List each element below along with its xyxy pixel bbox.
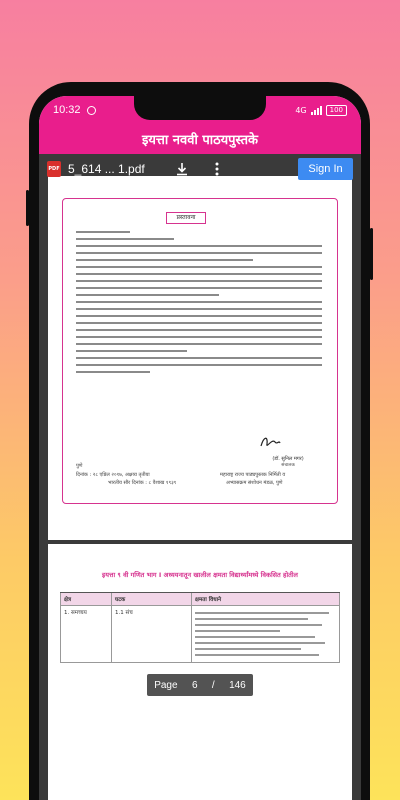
section-title: इयत्ता ९ वी गणित भाग I अध्ययनातून खालील क्षमता विद्यार्थ्यांमध्ये विकसित होतील <box>102 571 298 579</box>
column-header: क्षेत्र <box>60 593 112 605</box>
more-vertical-icon[interactable] <box>215 162 219 176</box>
status-time: 10:32 <box>53 104 81 116</box>
table-cell-area: 1. समच्चय <box>60 606 112 662</box>
viewer-toolbar <box>39 154 361 184</box>
app-title: इयत्ता नववी पाठयपुस्तके <box>141 133 259 148</box>
network-label: 4G <box>295 105 307 115</box>
table-cell-statements <box>192 606 340 662</box>
signal-icon <box>311 106 322 115</box>
preface-heading: प्रस्तावना <box>166 212 206 224</box>
column-header: घटक <box>112 593 192 605</box>
page-label: Page <box>154 679 178 691</box>
date-line-2: भारतीय सौर दिनांक : ८ वैशाख १९३९ <box>108 480 177 486</box>
page-total: 146 <box>229 679 246 691</box>
phone-screen <box>39 96 361 800</box>
pdf-page-competencies <box>48 544 352 800</box>
file-name: 5_614 ... 1.pdf <box>68 162 145 176</box>
signature-mark-icon <box>258 434 282 452</box>
competency-table <box>60 592 340 663</box>
battery-icon: 100 <box>326 105 347 116</box>
signature-role: संचालक <box>281 463 295 468</box>
org-line-1: महाराष्ट्र राज्य पाठ्यपुस्तक निर्मिती व <box>220 472 286 478</box>
pdf-file-icon: PDF <box>47 161 61 177</box>
camera-notch <box>134 96 266 120</box>
status-indicators <box>295 105 347 116</box>
table-header-row <box>60 593 340 606</box>
download-icon[interactable] <box>175 162 189 176</box>
place-text: पुणे <box>76 463 83 469</box>
page-current: 6 <box>191 679 198 691</box>
power-button <box>370 228 373 280</box>
sign-in-button[interactable]: Sign In <box>298 158 353 180</box>
pdf-viewer[interactable] <box>39 154 361 800</box>
page-indicator <box>147 674 253 696</box>
column-header: क्षमता विधाने <box>192 593 340 605</box>
page-separator: / <box>211 679 215 691</box>
app-bar <box>39 124 361 154</box>
signature-name: (डॉ. सुनिल मगर) <box>272 456 304 462</box>
pdf-page-preface <box>48 176 352 540</box>
table-row <box>60 606 340 663</box>
notification-icon <box>87 106 96 115</box>
org-line-2: अभ्यासक्रम संशोधन मंडळ, पुणे <box>226 480 283 486</box>
preface-body-text <box>76 231 322 378</box>
date-line-1: दिनांक : २८ एप्रिल २०१७, अक्षय्य तृतीया <box>76 472 150 478</box>
table-cell-unit: 1.1 संच <box>112 606 192 662</box>
